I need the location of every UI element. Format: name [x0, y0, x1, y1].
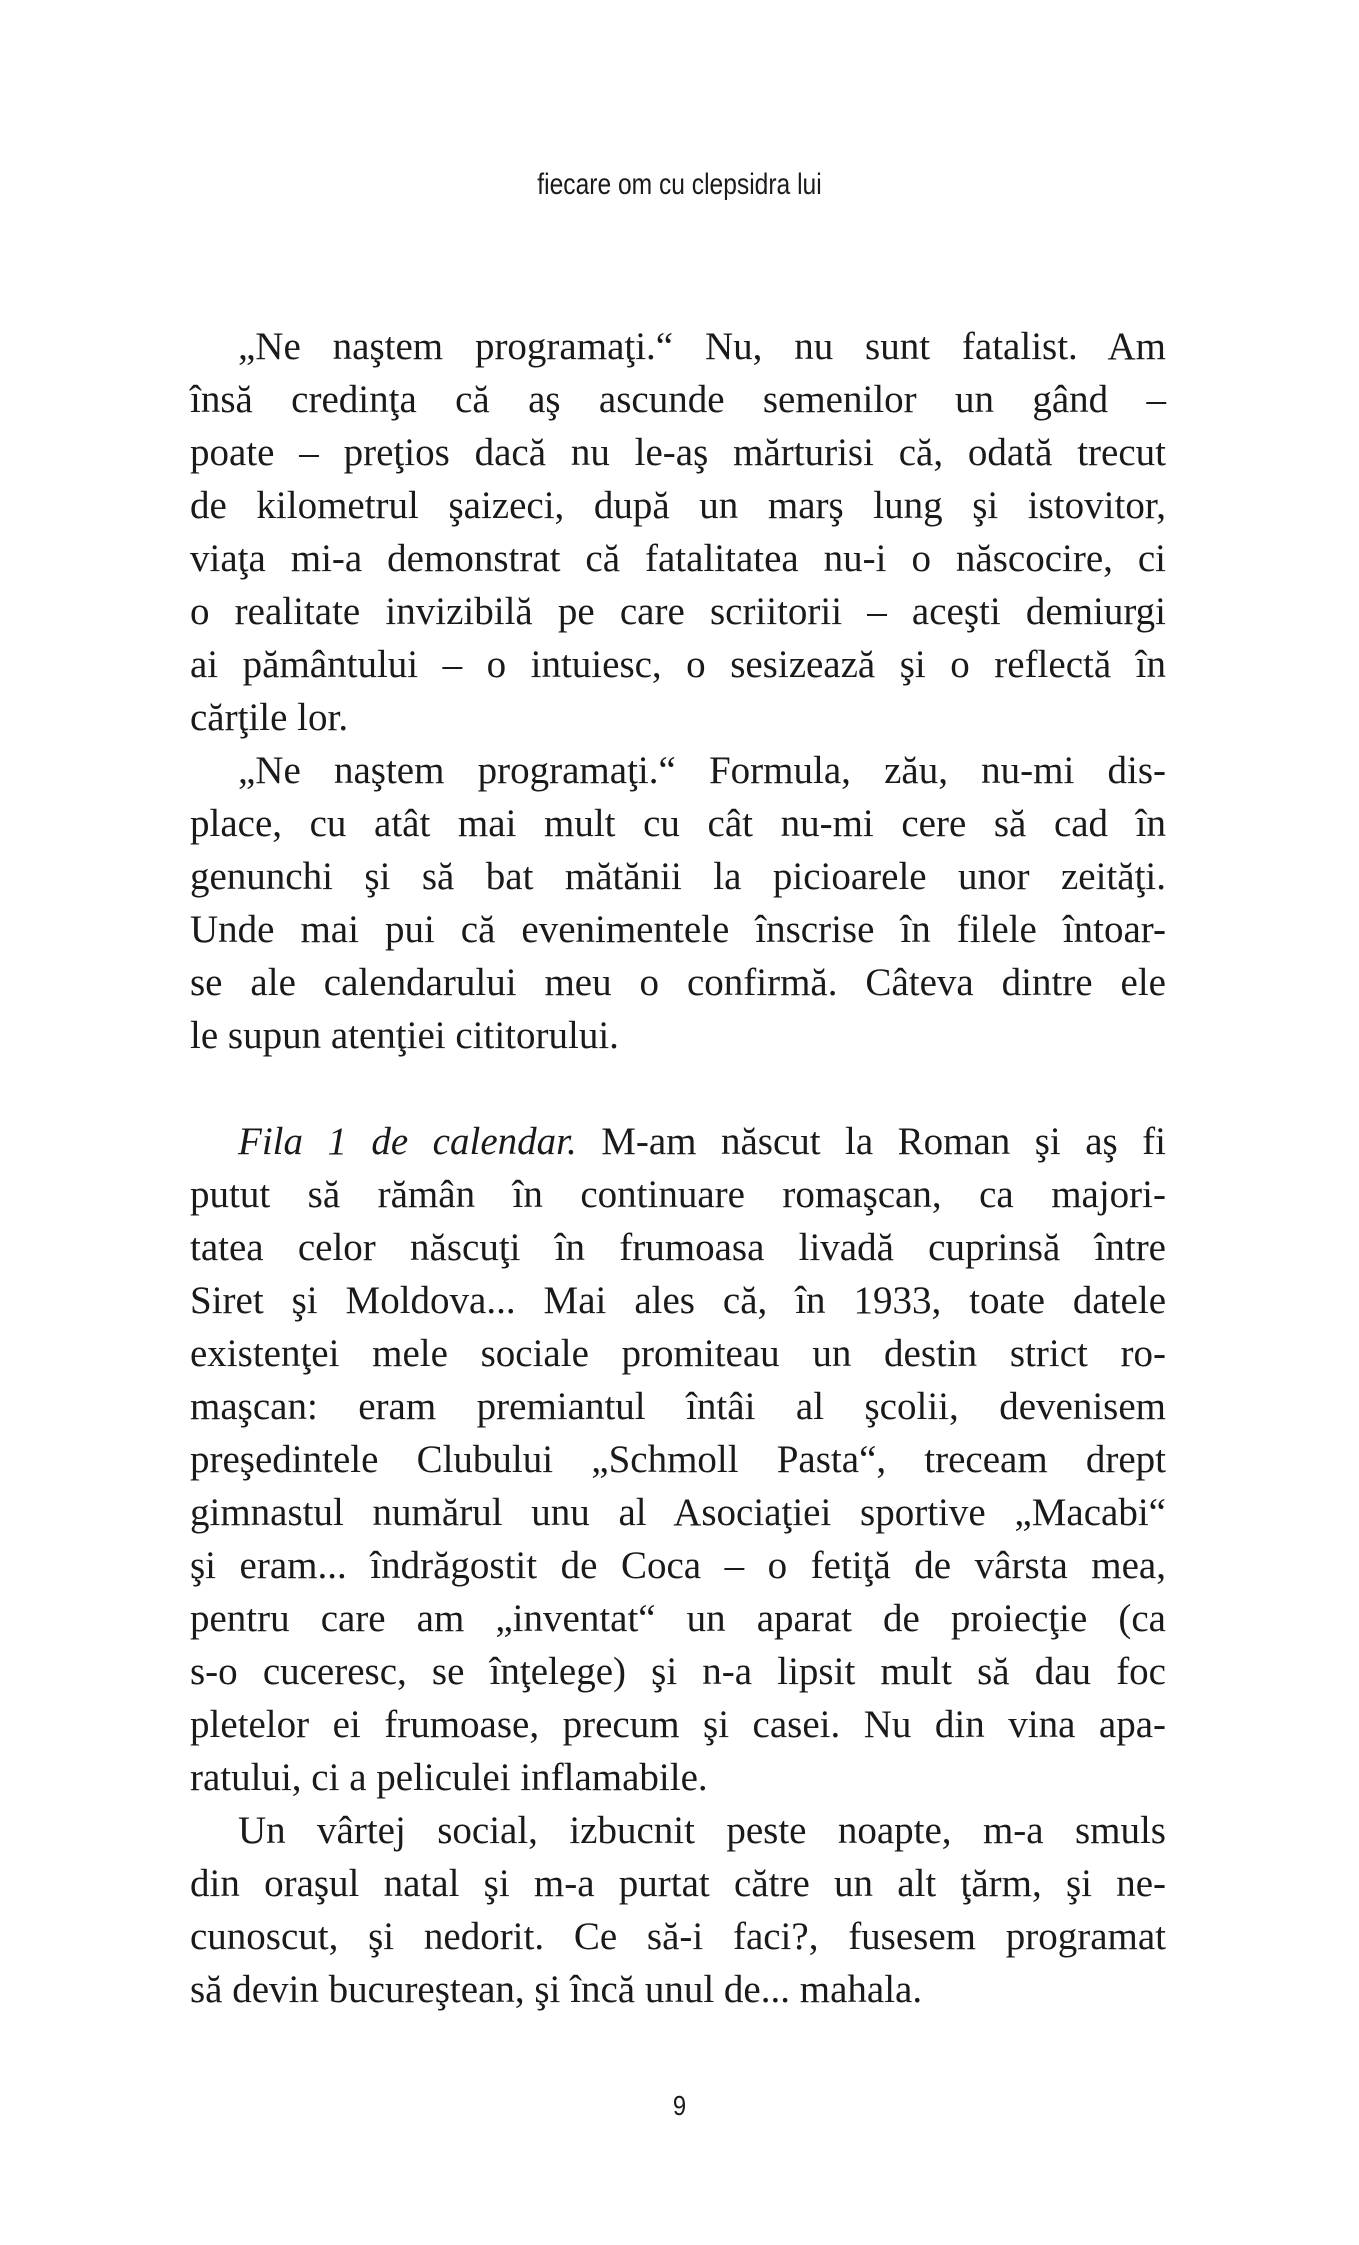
running-head: fiecare om cu clepsidra lui: [537, 168, 822, 201]
paragraph-3: [190, 1115, 1166, 1804]
text-line: pentru care am „inventat“ un aparat de proiecţie (ca: [190, 1597, 1166, 1640]
text-line: „Ne naştem programaţi.“ Nu, nu sunt fatalist. Am: [238, 325, 1166, 368]
text-line: cărţile lor.: [190, 696, 349, 739]
text-line: existenţei mele sociale promiteau un destin strict ro-: [190, 1332, 1166, 1375]
text-line: putut să rămân în continuare romaşcan, ca majori-: [190, 1173, 1166, 1216]
text-line: genunchi şi să bat mătănii la picioarele unor zeităţi.: [190, 855, 1166, 898]
paragraph-2: [190, 744, 1166, 1062]
text-line: poate – preţios dacă nu le-aş mărturisi că, odată trecut: [190, 431, 1166, 474]
text-line: tatea celor născuţi în frumoasa livadă cuprinsă între: [190, 1226, 1166, 1269]
text-line: preşedintele Clubului „Schmoll Pasta“, treceam drept: [190, 1438, 1166, 1481]
text-line: să devin bucureştean, şi încă unul de... mahala.: [190, 1968, 923, 2011]
text-line: „Ne naştem programaţi.“ Formula, zău, nu-mi dis-: [238, 749, 1166, 792]
text-line: gimnastul numărul unu al Asociaţiei sportive „Macabi“: [190, 1491, 1166, 1534]
calendar-leaf-heading: Fila 1 de calendar.: [238, 1120, 577, 1163]
text-line: viaţa mi-a demonstrat că fatalitatea nu-i o născocire, ci: [190, 537, 1166, 580]
text-line: cunoscut, şi nedorit. Ce să-i faci?, fusesem programat: [190, 1915, 1166, 1958]
text-line: din oraşul natal şi m-a purtat către un alt ţărm, şi ne-: [190, 1862, 1166, 1905]
section-break: [190, 1062, 1166, 1115]
paragraph-4: [190, 1804, 1166, 2016]
text-line: Siret şi Moldova... Mai ales că, în 1933, toate datele: [190, 1279, 1166, 1322]
text-line: s-o cuceresc, se înţelege) şi n-a lipsit mult să dau foc: [190, 1650, 1166, 1693]
text-line-first: [190, 1115, 1166, 1168]
text-line: maşcan: eram premiantul întâi al şcolii, devenisem: [190, 1385, 1166, 1428]
text-line: de kilometrul şaizeci, după un marş lung şi istovitor,: [190, 484, 1166, 527]
paragraph-1: [190, 320, 1166, 744]
text-line: ai pământului – o intuiesc, o sesizează şi o reflectă în: [190, 643, 1166, 686]
text-line: le supun atenţiei cititorului.: [190, 1014, 619, 1057]
text-line: însă credinţa că aş ascunde semenilor un gând –: [190, 378, 1166, 421]
text-line: şi eram... îndrăgostit de Coca – o fetiţă de vârsta mea,: [190, 1544, 1166, 1587]
page-number: 9: [672, 2090, 687, 2121]
text-line: pletelor ei frumoase, precum şi casei. Nu din vina apa-: [190, 1703, 1166, 1746]
text-line: Un vârtej social, izbucnit peste noapte, m-a smuls: [238, 1809, 1166, 1852]
text-line: Unde mai pui că evenimentele înscrise în filele întoar-: [190, 908, 1166, 951]
text-line: place, cu atât mai mult cu cât nu-mi cere să cad în: [190, 802, 1166, 845]
text-line-rest: M-am născut la Roman şi aş fi: [576, 1120, 1166, 1163]
text-line: o realitate invizibilă pe care scriitorii – aceşti demiurgi: [190, 590, 1166, 633]
text-line: se ale calendarului meu o confirmă. Câteva dintre ele: [190, 961, 1166, 1004]
page-body: [190, 320, 1166, 2016]
text-line: ratului, ci a peliculei inflamabile.: [190, 1756, 708, 1799]
